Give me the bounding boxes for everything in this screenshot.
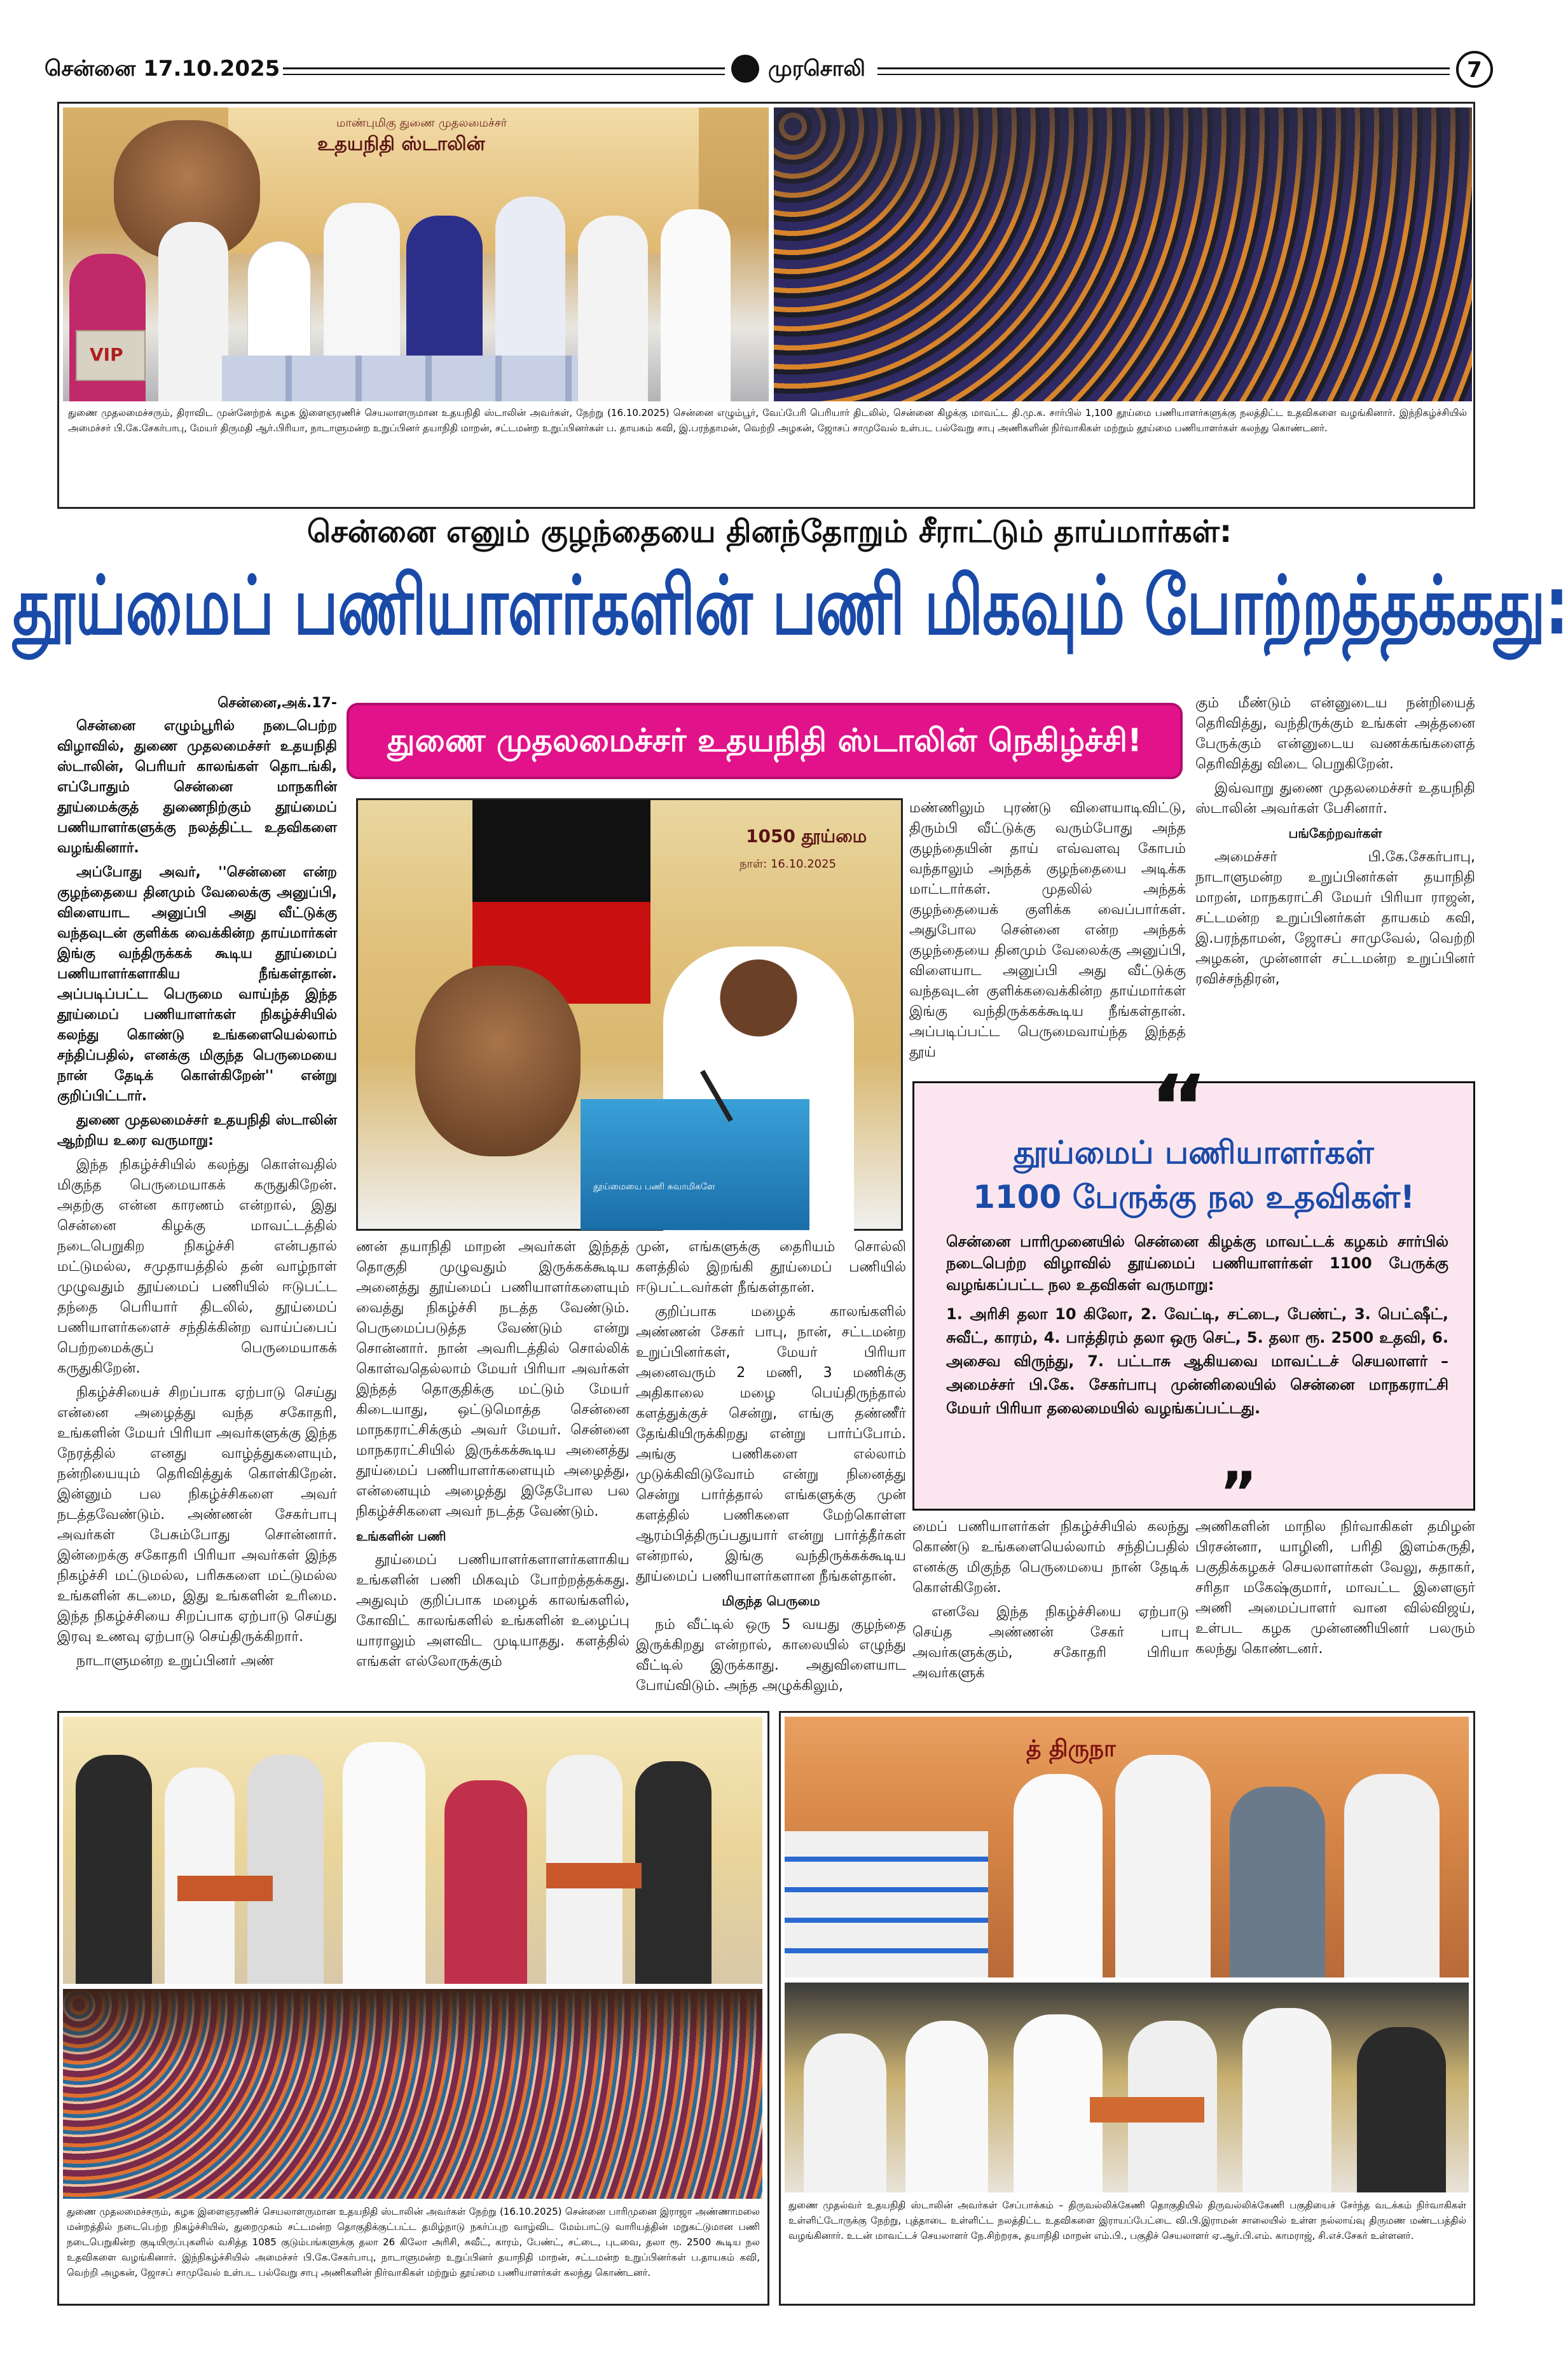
subhead: உங்களின் பணி	[356, 1528, 446, 1544]
body-paragraph: தூய்மைப் பணியாளர்களாளர்களாகிய உங்களின் பணி மிகவும் போற்றத்தக்கது. அதுவும் குறிப்பாக மழைக் காலங்களில், கோவிட் காலங்களில் உங்களின் உழைப்பு யாராலும் அளவிட முடியாதது. களத்தில் எங்கள் எல்லோருக்கும்	[356, 1552, 629, 1670]
person-d	[343, 1742, 425, 1984]
open-quote-icon: “	[1150, 1056, 1209, 1160]
body-paragraph: முன், எங்களுக்கு தைரியம் சொல்லி களத்தில் இறங்கி தூய்மைப் பணியில் ஈடுபட்டவர்கள் நீங்கள்தான்.	[636, 1239, 906, 1296]
backdrop-text: த் திருநா	[1026, 1736, 1116, 1762]
body-paragraph: மண்ணிலும் புரண்டு விளையாடிவிட்டு, திரும்பி வீட்டுக்கு வரும்போது அந்த குழந்தையின் தாய் எவ்வளவு கோபம் வந்தாலும் அந்தக் குழந்தையை அடிக்க மாட்டார்கள். முதலில் அந்தக் குழந்தையைக் குளிக்க வைப்பார்கள். அதுபோல சென்னை என்ற அந்தக் குழந்தையை தினமும் வேலைக்கு அனுப்பி, விளையாட அனுப்பி அது வீட்டுக்கு வந்தவுடன் குளிக்கவைக்கின்ற தாய்மார்கள் இங்கு வந்திருக்கக்கூடிய நீங்கள்தான். அப்படிப்பட்ட பெருமைவாய்ந்த இந்தத் தூய்	[909, 800, 1186, 1060]
person-6	[661, 209, 731, 401]
quote-title-line1: தூய்மைப் பணியாளர்கள்	[1014, 1134, 1374, 1171]
headline-main: தூய்மைப் பணியாளர்களின் பணி மிகவும் போற்றத்தக்கது:	[13, 560, 1568, 654]
article-column-3-bottom	[636, 1237, 906, 1694]
podium	[581, 1099, 809, 1230]
top-right-photo	[774, 107, 1472, 401]
body-paragraph: நம் வீட்டில் ஒரு 5 வயது குழந்தை இருக்கிறது என்றால், காலையில் எழுந்து வீட்டில் இருக்காது. அதுவிளையாட போய்விடும். அந்த அழுக்கிலும்,	[636, 1617, 906, 1694]
top-photo-panel	[57, 102, 1475, 509]
person-m	[905, 2021, 988, 2192]
body-paragraph: கும் மீண்டும் என்னுடைய நன்றியைத் தெரிவித்து, வந்திருக்கும் உங்கள் அத்தனை பேருக்கும் என்னுடைய வணக்கங்களைத் தெரிவித்து விடை பெறுகிறேன்.	[1195, 695, 1475, 772]
headline-kicker: சென்னை எனும் குழந்தையை தினந்தோறும் சீராட்டும் தாய்மார்கள்:	[306, 514, 1232, 550]
article-column-5-top	[1195, 693, 1475, 1075]
gift-tray	[546, 1863, 642, 1888]
gift-boxes	[222, 356, 578, 401]
quote-title-line2: 1100 பேருக்கு நல உதவிகள்!	[973, 1179, 1415, 1215]
quote-list: 1. அரிசி தலா 10 கிலோ, 2. வேட்டி, சட்டை, பேண்ட், 3. பெட்ஷீட், சுவீட், காரம், 4. பாத்திரம் தலா ஒரு செட், 5. தலா ரூ. 2500 உதவி, 6. அசைவ விருந்து, 7. பட்டாசு ஆகியவை மாவட்டச் செயலாளர் – அமைச்சர் பி.கே. சேகர்பாபு முன்னிலையில் சென்னை மாநகராட்சி மேயர் பிரியா தலைமையில் வழங்கப்பட்டது.	[946, 1305, 1448, 1417]
person-g	[635, 1761, 712, 1984]
page-number: 7	[1456, 51, 1493, 88]
person-c	[247, 1755, 324, 1984]
podium-text: தூய்மையை பணி சுவாமிகளே	[593, 1182, 715, 1192]
bottom-right-caption: துணை முதல்வர் உதயநிதி ஸ்டாலின் அவர்கள் சேப்பாக்கம் – திருவல்லிக்கேணி தொகுதியில் திருவல்லிக்கேணி பகுதியைச் சேர்ந்த வடக்கம் நிர்வாகிகள் உள்ளிட்டோருக்கு நேற்று, புத்தாடை உள்ளிட்ட நலத்திட்ட உதவிகளை இராயப்பேட்டை வி.பி.இராமன் சாலையில் உள்ள நல்லாய்வு திருமண மண்டபத்தில் வழங்கினார். உடன் மாவட்டச் செயலாளர் நே.சிற்றரசு, தயாநிதி மாறன் எம்.பி., பகுதிச் செயலாளர் ஏ.ஆர்.பி.எம். காமராஜ், சி.எச்.சேகர் உள்ளனர்.	[788, 2199, 1466, 2241]
masthead	[38, 51, 1494, 95]
bottom-left-panel	[57, 1711, 769, 2306]
body-paragraph: நாடாளுமன்ற உறுப்பினர் அண்	[76, 1653, 275, 1669]
gift-tray	[177, 1876, 273, 1901]
article-column-5-bottom	[1195, 1517, 1475, 1682]
person-5	[578, 216, 648, 401]
body-paragraph: மைப் பணியாளர்கள் நிகழ்ச்சியில் கலந்து கொண்டு உங்களையெல்லாம் சந்திப்பதில் எனக்கு மிகுந்த பெருமையை நான் தேடிக் கொள்கிறேன்.	[912, 1519, 1189, 1596]
article-column-1	[57, 693, 337, 1679]
top-photo-caption: துணை முதலமைச்சரும், திராவிட முன்னேற்றக் கழக இளைஞரணிச் செயலாளருமான உதயநிதி ஸ்டாலின் அவர்கள், நேற்று (16.10.2025) சென்னை எழும்பூர், வேப்பேரி பெரியார் திடலில், சென்னை கிழக்கு மாவட்ட தி.மு.க. சார்பில் 1,100 தூய்மை பணியாளர்களுக்கு நலத்திட்ட உதவிகளை வழங்கினார். இந்நிகழ்ச்சியில் அமைச்சர் பி.கே.சேகர்பாபு, மேயர் திருமதி ஆர்.பிரியா, நாடாளுமன்ற உறுப்பினர் தயாநிதி மாறன், சட்டமன்ற உறுப்பினர்கள் ப. தாயகம் கவி, இ.பரந்தாமன், வெற்றி அழகன், ஜோசப் சாமுவேல் உள்பட பல்வேறு சாபு அணிகளின் நிர்வாகிகள் மற்றும் தூய்மை பணியாளர்கள் கலந்து கொண்டனர்.	[68, 407, 1467, 434]
center-photo	[356, 798, 903, 1231]
body-paragraph: அணிகளின் மாநில நிர்வாகிகள் தமிழன் பிரசன்னா, யாழினி, பரிதி இளம்சுருதி, பகுதிக்கழகச் செயலாளர்கள் வேலு, சுதாகர், சரிதா மகேஷ்குமார், மாவட்ட இளைஞர் அணி அமைப்பாளர் வான வில்விஜய், உள்பட கழக முன்னணியினர் பலரும் கலந்து கொண்டனர்.	[1195, 1519, 1475, 1657]
bottom-right-panel	[779, 1711, 1475, 2306]
newspaper-name: முரசொலி	[768, 56, 865, 81]
issue-date: சென்னை 17.10.2025	[45, 56, 280, 81]
person-1	[158, 222, 228, 401]
subhead: மிகுந்த பெருமை	[722, 1593, 820, 1609]
intro-paragraph: துணை முதலமைச்சர் உதயநிதி ஸ்டாலின் ஆற்றிய உரை வருமாறு:	[57, 1112, 337, 1149]
rule-right	[877, 67, 1450, 75]
bottom-right-photo-2	[785, 1983, 1469, 2192]
body-paragraph: நிகழ்ச்சியைச் சிறப்பாக ஏற்பாடு செய்து என்னை அழைத்து வந்த சகோதரி, உங்களின் மேயர் பிரியா அவர்களுக்கு இந்த நேரத்தில் எனது வாழ்த்துகளையும், நன்றியையும் தெரிவித்துக் கொள்கிறேன். இன்னும் பல நிகழ்ச்சிகளை அவர் நடத்தவேண்டும். அண்ணன் சேகர்பாபு அவர்கள் பேசும்போது சொன்னார். இன்றைக்கு சகோதரி பிரியா அவர்கள் இந்த நிகழ்ச்சி மட்டுமல்ல, பரிசுகளை மட்டுமல்ல உங்களின் கடமை, இது உங்களின் உரிமை. இந்த நிகழ்ச்சியை சிறப்பாக ஏற்பாடு செய்து இரவு உணவு ஏற்பாடு செய்திருக்கிறார்.	[57, 1385, 337, 1645]
person-k	[1344, 1774, 1440, 1977]
person-h	[1014, 1774, 1103, 1977]
top-left-photo	[63, 107, 769, 401]
pink-banner	[347, 703, 1183, 779]
body-paragraph: குறிப்பாக மழைக் காலங்களில் அண்ணன் சேகர் பாபு, நான், சட்டமன்ற உறுப்பினர்கள், மேயர் பிரியா அனைவரும் 2 மணி, 3 மணிக்கு அதிகாலை மழை பெய்திருந்தால் களத்துக்குச் சென்று, எங்கு தண்ணீர் தேங்கியிருக்கிறது என்று பார்ப்போம். அங்கு பணிகளை எல்லாம் முடுக்கிவிடுவோம் என்று நினைத்து சென்று பார்த்தால் எங்களுக்கு முன் களத்தில் பணிகளை மேற்கொள்ள ஆரம்பித்திருப்பதுயார் என்று பார்த்தீர்கள் என்றால், இங்கு வந்திருக்கக்கூடிய தூய்மைப் பணியாளர்களான நீங்கள்தான்.	[636, 1304, 906, 1584]
body-paragraph: இந்த நிகழ்ச்சியில் கலந்து கொள்வதில் மிகுந்த பெருமையாகக் கருதுகிறேன். அதற்கு என்ன காரணம் என்றால், இது சென்னை கிழக்கு மாவட்டத்தில் நடைபெறுகிற நிகழ்ச்சி என்பதால் மட்டுமல்ல, சமுதாயத்தில் தன் வாழ்நாள் முழுவதும் தூய்மைப் பணியில் ஈடுபட்ட தந்தை பெரியார் திடலில், தூய்மைப் பணியாளர்களைச் சந்திக்கின்ற வாய்ப்பைப் பெற்றமைக்குப் பெருமையாகக் கருதுகிறேன்.	[57, 1157, 337, 1376]
subhead: பங்கேற்றவர்கள்	[1288, 826, 1382, 841]
dateline: சென்னை,அக்.17-	[217, 695, 337, 711]
stage-text-1050: 1050 தூய்மை	[746, 826, 867, 847]
rule-left	[283, 67, 725, 75]
person-a	[76, 1755, 152, 1984]
intro-paragraph: அப்போது அவர், ''சென்னை என்ற குழந்தையை தினமும் வேலைக்கு அனுப்பி, விளையாட அனுப்பி அது வீட்டுக்கு வந்தவுடன் குளிக்க வைக்கின்ற தாய்மார்கள் இங்கு வந்திருக்கக் கூடிய தூய்மைப் பணியாளர்களாகிய நீங்கள்தான். அப்படிப்பட்ட பெருமை வாய்ந்த இந்த தூய்மைப் பணியாளர்கள் நிகழ்ச்சியில் கலந்து கொண்டு உங்களையெல்லாம் சந்திப்பதில், எனக்கு மிகுந்த பெருமையை நான் தேடிக் கொள்கிறேன்'' என்று குறிப்பிட்டார்.	[57, 864, 337, 1104]
bottom-left-photo-2	[63, 1989, 762, 2199]
person-n	[1014, 2014, 1103, 2192]
person-l	[804, 2033, 886, 2192]
body-paragraph: இவ்வாறு துணை முதலமைச்சர் உதயநிதி ஸ்டாலின் அவர்கள் பேசினார்.	[1195, 780, 1475, 817]
person-j	[1230, 1787, 1325, 1977]
gift-box-vip	[76, 330, 146, 381]
body-paragraph: ணன் தயாநிதி மாறன் அவர்கள் இந்தத் தொகுதி முழுவதும் இருக்கக்கூடிய அனைத்து தூய்மைப் பணியாளர்களையும் வைத்து நிகழ்ச்சி நடத்த வேண்டும். பெருமைப்படுத்த வேண்டும் என்று சொன்னார். நான் அவரிடத்தில் சொல்லிக் கொள்வதெல்லாம் மேயர் பிரியா அவர்கள் இந்தத் தொகுதிக்கு மட்டும் மேயர் கிடையாது, ஒட்டுமொத்த சென்னை மாநகராட்சிக்கும் அவர் மேயர். சென்னை மாநகராட்சியில் இருக்கக்கூடிய அனைத்து தூய்மைப் பணியாளர்களையும் அழைத்து, என்னையும் அழைத்து இதேபோல பல நிகழ்ச்சிகளை அவர் நடத்த வேண்டும்.	[356, 1239, 629, 1520]
body-paragraph: எனவே இந்த நிகழ்ச்சியை ஏற்பாடு செய்த அண்ணன் சேகர் பாபு அவர்களுக்கும், சகோதரி பிரியா அவர்களுக்	[912, 1604, 1189, 1681]
quote-body: சென்னை பாரிமுனையில் சென்னை கிழக்கு மாவட்டக் கழகம் சார்பில் நடைபெற்ற விழாவில் தூய்மைப் பணியாளர்கள் 1100 பேருக்கு வழங்கப்பட்ட நல உதவிகள் வருமாறு:	[946, 1233, 1448, 1294]
person-e	[444, 1780, 527, 1984]
leader-portrait	[415, 966, 581, 1156]
article-column-2	[356, 1237, 629, 1682]
banner-small-text: மாண்புமிகு துணை முதலமைச்சர்	[336, 116, 507, 130]
article-column-3-top	[909, 798, 1186, 1078]
banner-name-text: உதயநிதி ஸ்டாலின்	[317, 133, 485, 155]
quote-box	[912, 1056, 1475, 1527]
bottom-right-photo-1	[785, 1717, 1469, 1977]
bottom-left-caption: துணை முதலமைச்சரும், கழக இளைஞரணிச் செயலாளருமான உதயநிதி ஸ்டாலின் அவர்கள் நேற்று (16.10.2025) சென்னை பாரிமுனை இராஜா அண்ணாமலை மன்றத்தில் நடைபெற்ற நிகழ்ச்சியில், துறைமுகம் சட்டமன்ற தொகுதிக்குட்பட்ட தமிழ்நாடு நகர்ப்புற வாழ்விட மேம்பாட்டு வாரியத்தின் மறுகட்டுமான பணி நடைபெறுகின்ற குடியிருப்புகளில் வசித்த 1085 குடும்பங்களுக்கு தலா 26 கிலோ அரிசி, சுவீட், காரம், பேண்ட், சட்டை, புடவை, தலா ரூ. 2500 கூடிய நல உதவிகளை வழங்கினார். இந்நிகழ்ச்சியில் அமைச்சர் பி.கே.சேகர்பாபு, நாடாளுமன்ற உறுப்பினர் தயாநிதி மாறன், சட்டமன்ற உறுப்பினர்கள் ப.தாயகம் கவி, வெற்றி அழகன், ஜோசப் சாமுவேல் உள்பட பல்வேறு சாபு அணிகளின் நிர்வாகிகள் மற்றும் தூய்மை பணியாளர்கள் கலந்து கொண்டனர்.	[67, 2206, 760, 2278]
bottom-left-photo-1	[63, 1717, 762, 1984]
newspaper-logo-icon	[731, 55, 759, 83]
person-q	[1357, 2027, 1446, 2192]
close-quote-icon: ”	[1220, 1460, 1258, 1527]
body-paragraph: அமைச்சர் பி.கே.சேகர்பாபு, நாடாளுமன்ற உறுப்பினர்கள் தயாநிதி மாறன், மாநகராட்சி மேயர் பிரியா ராஜன், சட்டமன்ற உறுப்பினர்கள் தாயகம் கவி, இ.பரந்தாமன், ஜோசப் சாமுவேல், வெற்றி அழகன், முன்னாள் சட்டமன்ற உறுப்பினர் ரவிச்சந்திரன்,	[1195, 849, 1475, 987]
gift-stack	[785, 1831, 988, 1977]
pink-banner-text: துணை முதலமைச்சர் உதயநிதி ஸ்டாலின் நெகிழ்ச்சி!	[387, 722, 1142, 759]
intro-paragraph: சென்னை எழும்பூரில் நடைபெற்ற விழாவில், துணை முதலமைச்சர் உதயநிதி ஸ்டாலின், பெரியர் காலங்கள் தொடங்கி, எப்போதும் சென்னை மாநகரின் தூய்மைக்குத் துணைநிற்கும் தூய்மைப் பணியாளர்களுக்கு நலத்திட்ட உதவிகளை வழங்கினார்.	[57, 718, 337, 856]
gift-tray	[1090, 2097, 1204, 2122]
audience-overlay	[774, 107, 1472, 225]
gift-box-label: VIP	[90, 344, 123, 365]
person-i	[1115, 1755, 1211, 1977]
stage-lights	[63, 1989, 762, 2063]
stage-date: நாள்: 16.10.2025	[739, 857, 837, 871]
article-column-4-bottom	[912, 1517, 1189, 1682]
person-p	[1242, 2008, 1331, 2192]
